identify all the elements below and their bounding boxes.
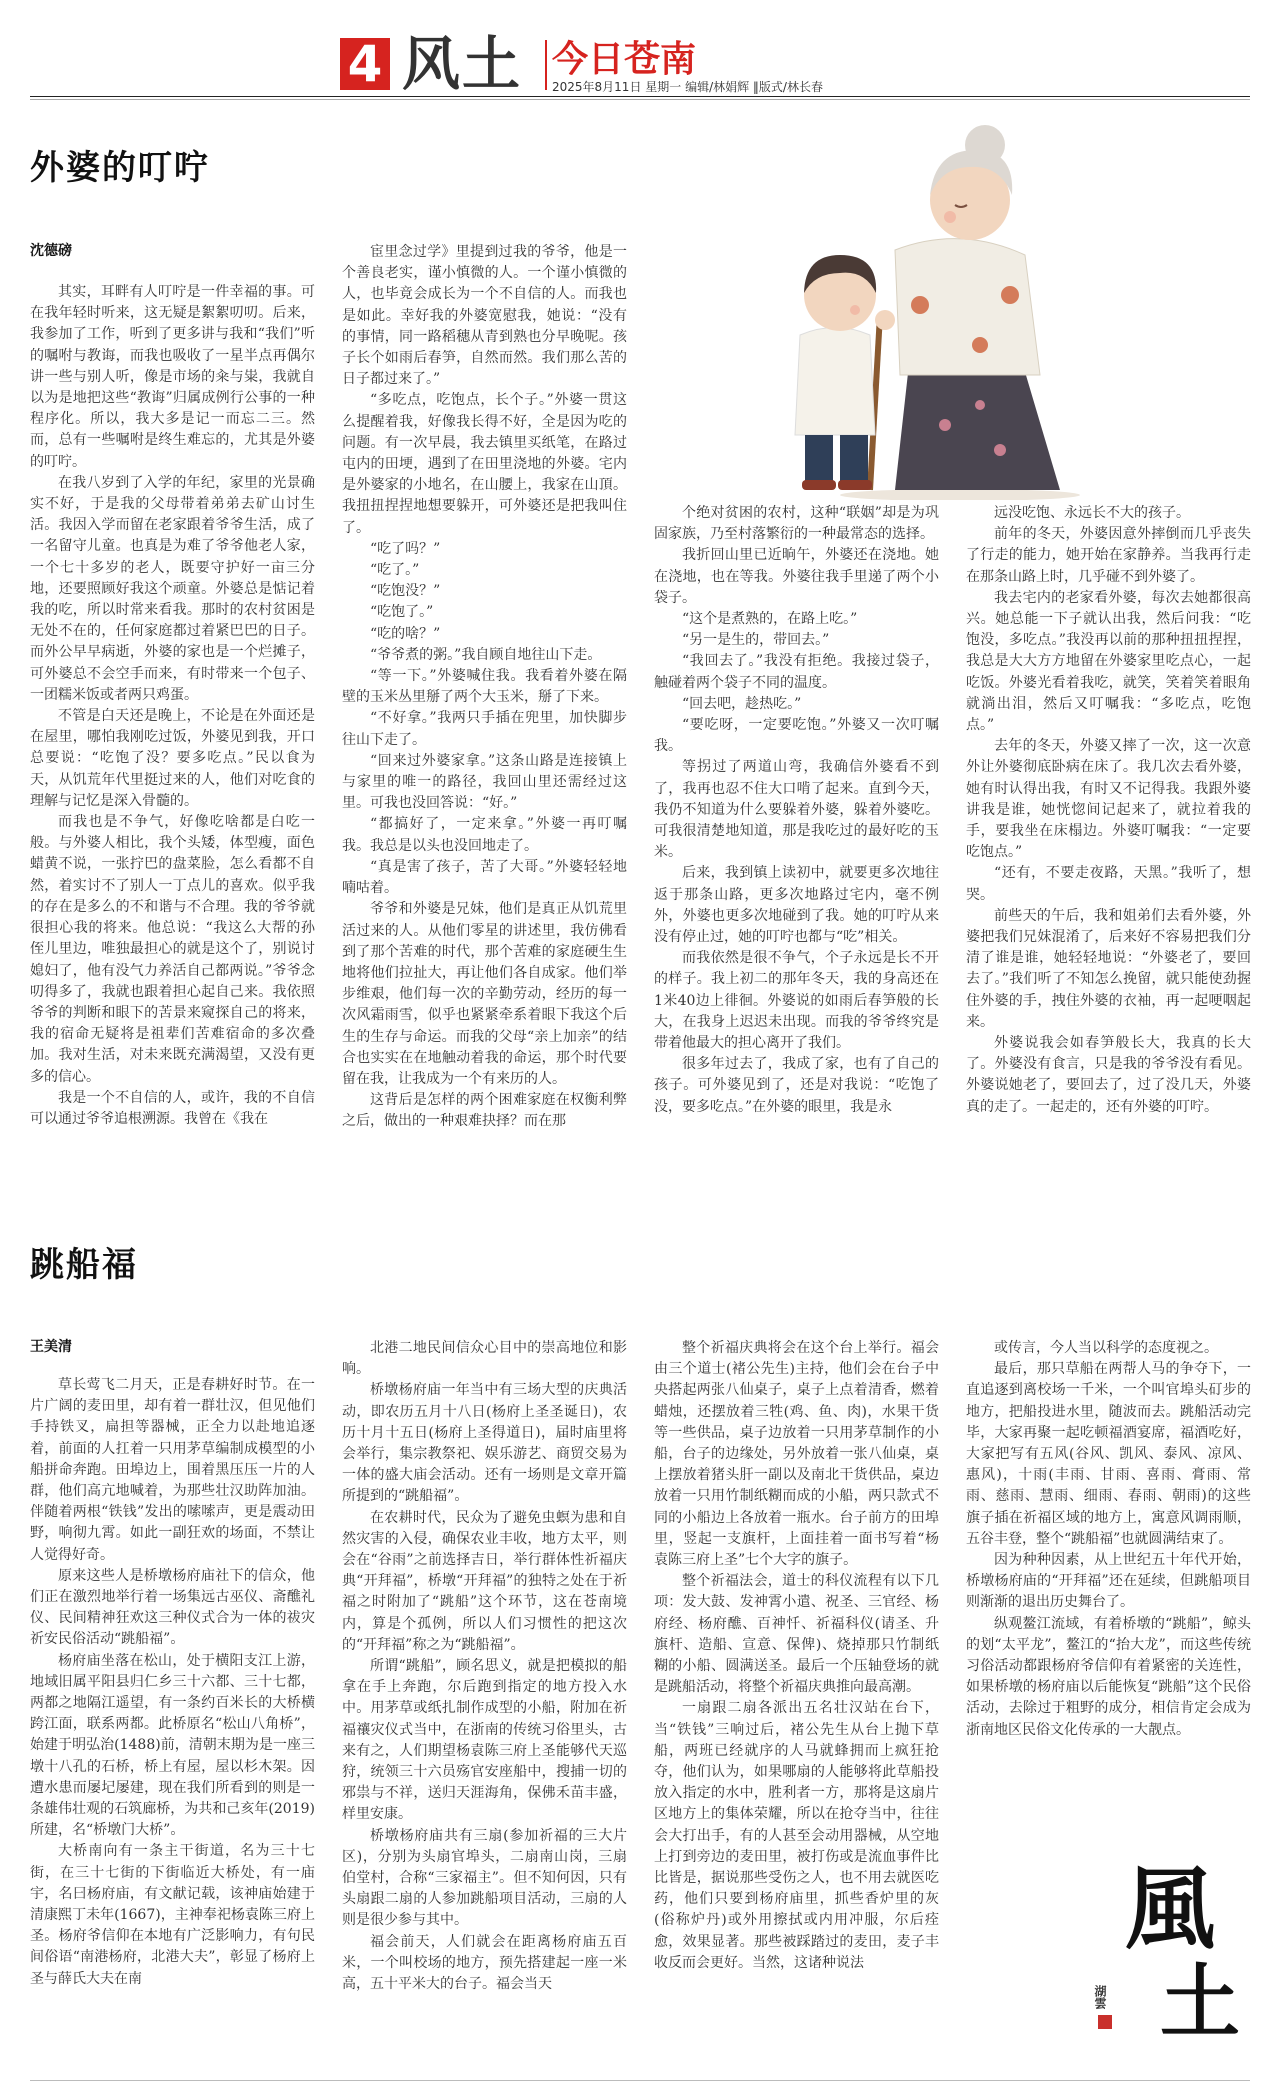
paragraph: 去年的冬天，外婆又摔了一次，这一次意外让外婆彻底卧病在床了。我几次去看外婆，她有时认得出我，有时又不记得我。我跟外婆讲我是谁，她恍惚间记起来了，就拉着我的手，要我坐在床榻边。外婆叮嘱我：“一定要吃饱点。” bbox=[966, 738, 1251, 861]
paragraph: “回去吧，趁热吃。” bbox=[682, 695, 802, 712]
article1-column-2 bbox=[342, 242, 627, 1190]
calligraphy-char-1: 風 bbox=[1125, 1856, 1215, 1962]
article2-column-3 bbox=[654, 1338, 939, 2076]
paragraph: “这个是煮熟的，在路上吃。” bbox=[682, 611, 858, 628]
paragraph: 最后，那只草船在两帮人马的争夺下，一直追逐到离校场一千米，一个叫官埠头矴步的地方，把船投进水里，随波而去。跳船活动完毕，大家再聚一起吃顿福酒宴席，福酒吃好，大家把写有五风(谷风、凯风、泰风、凉风、惠风)，十雨(丰雨、甘雨、喜雨、膏雨、常雨、慈雨、慧雨、细雨、春雨、朝雨)的这些旗子插在祈福区域的地方上，寓意风调雨顺，五谷丰登，整个“跳船福”也就圆满结束了。 bbox=[966, 1361, 1251, 1547]
paragraph: “爷爷煮的粥。”我自顾自地往山下走。 bbox=[370, 646, 602, 663]
paragraph: 我去宅内的老家看外婆，每次去她都很高兴。她总能一下子就认出我，然后问我：“吃饱没，多吃点。”我没再以前的那种扭扭捏捏，我总是大大方方地留在外婆家里吃点心，一起吃饭。外婆光看着我吃，就笑，笑着笑着眼角就淌出泪，然后又叮嘱我：“多吃点，吃饱点。” bbox=[966, 589, 1251, 734]
paragraph: 前年的冬天，外婆因意外摔倒而几乎丧失了行走的能力，她开始在家静养。当我再行走在那条山路上时，几乎碰不到外婆了。 bbox=[966, 526, 1251, 585]
paragraph: “吃饱没？” bbox=[370, 583, 441, 600]
article2-title: 跳船福 bbox=[30, 1245, 138, 1285]
paragraph: “我回去了。”我没有拒绝。我接过袋子，触碰着两个袋子不同的温度。 bbox=[654, 653, 939, 691]
paragraph: 其实，耳畔有人叮咛是一件幸福的事。可在我年轻时听来，这无疑是絮絮叨叨。后来，我参加了工作，听到了更多讲与我和“我们”听的嘱咐与教诲，而我也吸收了一星半点再偶尔讲一些与别人听，像是市场的籴与粜，我就自以为是地把这些“教诲”归属成例行公事的一种程序化。所以，我大多是记一而忘二三。然而，总有一些嘱咐是终生难忘的，尤其是外婆的叮咛。 bbox=[30, 284, 315, 470]
article1-column-3 bbox=[654, 503, 939, 1191]
paragraph: 大桥南向有一条主干街道，名为三十七街，在三十七街的下街临近大桥处，有一庙宇，名曰杨府庙，有文献记载，该神庙始建于清康熙丁未年(1667)，主神奉祀杨袁陈三府上圣。杨府爷信仰在本地有广泛影响力，有句民间俗语“南港杨府，北港大夫”，彰显了杨府上圣与薛氏大夫在南 bbox=[30, 1843, 315, 1987]
paragraph: 爷爷和外婆是兄妹，他们是真正从饥荒里活过来的人。从他们零星的讲述里，我仿佛看到了那个苦难的时代，那个苦难的家庭硬生生地将他们拉扯大，再让他们各自成家。他们举步维艰，他们每一次的辛勤劳动，经历的每一次风霜雨雪，似乎也紧紧牵系着眼下我这个后生的生存与命运。而我的父母“亲上加亲”的结合也实实在在地触动着我的命运，那个时代要留在我，让我成为一个有来历的人。 bbox=[342, 901, 627, 1087]
paragraph: 我折回山里已近晌午，外婆还在浇地。她在浇地，也在等我。外婆往我手里递了两个小袋子。 bbox=[654, 547, 939, 606]
masthead-rule-thin bbox=[30, 99, 1250, 100]
section-subtitle: 今日苍南 bbox=[552, 39, 697, 80]
paragraph: 所谓“跳船”，顾名思义，就是把模拟的船拿在手上奔跑，尔后跑到指定的地方投入水中。用茅草或纸扎制作成型的小船，附加在祈福禳灾仪式当中，在浙南的传统习俗里头，古来有之，人们期望杨袁陈三府上圣能够代天巡狩，统领三十六员殇官安座船中，搜捕一切的邪祟与不祥，送归天涯海角，保佛禾苗丰盛，样里安康。 bbox=[342, 1658, 627, 1823]
article1-column-4 bbox=[966, 503, 1251, 1191]
article2-column-4 bbox=[966, 1338, 1251, 1848]
paragraph: “要吃呀，一定要吃饱。”外婆又一次叮嘱我。 bbox=[654, 717, 939, 755]
paragraph: “另一是生的，带回去。” bbox=[682, 632, 830, 649]
paragraph: 我是一个不自信的人，或许，我的不自信可以通过爷爷追根溯源。我曾在《我在 bbox=[30, 1089, 315, 1127]
paragraph: 福会前天，人们就会在距离杨府庙五百米，一个叫校场的地方，预先搭建起一座一米高，五十平米大的台子。福会当天 bbox=[342, 1933, 627, 1993]
article2-column-1 bbox=[30, 1375, 315, 2075]
seal-stamp bbox=[1098, 2015, 1112, 2029]
masthead-rule bbox=[30, 96, 1250, 97]
paragraph: “都搞好了，一定来拿。”外婆一再叮嘱我。我总是以头也没回地走了。 bbox=[342, 816, 627, 854]
paragraph: 纵观鳌江流域，有着桥墩的“跳船”，鲸头的划“太平龙”，鳌江的“抬大龙”，而这些传统习俗活动都跟杨府爷信仰有着紧密的关连性，如果桥墩的杨府庙以后能恢复“跳船”这个民俗活动，去除过于粗野的成分，相信肯定会成为浙南地区民俗文化传承的一大靓点。 bbox=[966, 1615, 1251, 1738]
grandmother-child-illustration bbox=[680, 105, 1280, 500]
paragraph: “吃了吗？” bbox=[370, 540, 441, 557]
paragraph: 一扇跟二扇各派出五名壮汉站在台下，当“铁钱”三响过后，褚公先生从台上抛下草船，两班已经就序的人马就蜂拥而上疯狂抢夺，他们认为，如果哪扇的人能够将此草船投放入指定的水中，胜利者一方，那将是这扇片区地方上的集体荣耀，所以在抢夺当中，往往会大打出手，有的人甚至会动用器械，从空地上打到旁边的麦田里，被打伤或是流血事件比比皆是，据说那些受伤之人，也不用去就医吃药，他们只要到杨府庙里，抓些香炉里的灰(俗称炉丹)或外用擦拭或内用冲服，尔后痊愈，效果显著。那些被踩踏过的麦田，麦子丰收反而会更好。当然，这诸种说法 bbox=[654, 1700, 939, 1971]
paragraph: “还有，不要走夜路，天黑。”我听了，想哭。 bbox=[966, 865, 1251, 903]
paragraph: 杨府庙坐落在松山，处于横阳支江上游，地域旧属平阳县归仁乡三十六都、三十七都，两都之地隔江遥望，有一条约百米长的大桥横跨江面，联系两都。此桥原名“松山八角桥”，始建于明弘治(1488)前，清朝末期为是一座三墩十八孔的石桥，桥上有屋，屋以杉木架。因遭水患而屡圮屡建，现在我们所看到的则是一条雄伟壮观的石筑廊桥，为共和己亥年(2019)所建，名“桥墩门大桥”。 bbox=[30, 1652, 315, 1839]
paragraph: 在农耕时代，民众为了避免虫螟为患和自然灾害的入侵，确保农业丰收，地方太平，则会在“谷雨”之前选择吉日，举行群体性祈福庆典“开拜福”，桥墩“开拜福”的独特之处在于祈福之时附加了“跳船”这个环节，这在苍南境内，算是个孤例，所以人们习惯性的把这次的“开拜福”称之为“跳船福”。 bbox=[342, 1509, 627, 1653]
paragraph: 不管是白天还是晚上，不论是在外面还是在屋里，哪怕我刚吃过饭，外婆见到我，开口总要说：“吃饱了没？要多吃点。”民以食为天，从饥荒年代里挺过来的人，他们对吃食的理解与记忆是深入骨髓的。 bbox=[30, 708, 315, 809]
bottom-rule bbox=[30, 2080, 1250, 2081]
paragraph: 或传言，今人当以科学的态度视之。 bbox=[994, 1340, 1218, 1356]
paragraph: 因为种种因素，从上世纪五十年代开始，桥墩杨府庙的“开拜福”还在延续，但跳船项目则渐渐的退出历史舞台了。 bbox=[966, 1552, 1251, 1611]
section-title: 风土 bbox=[402, 30, 523, 98]
article1-author: 沈德磅 bbox=[30, 243, 72, 259]
paragraph: 桥墩杨府庙一年当中有三场大型的庆典活动，即农历五月十八日(杨府上圣圣诞日)，农历十月十五日(杨府上圣得道日)，届时庙里将会举行，集宗教祭祀、娱乐游艺、商贸交易为一体的盛大庙会活动。还有一场则是文章开篇所提到的“跳船福”。 bbox=[342, 1382, 627, 1505]
article2-column-2 bbox=[342, 1338, 627, 2076]
page-number: 4 bbox=[340, 38, 390, 90]
paragraph: “吃饱了。” bbox=[370, 604, 434, 621]
paragraph: 这背后是怎样的两个困难家庭在权衡利弊之后，做出的一种艰难抉择？而在那 bbox=[342, 1092, 627, 1130]
masthead bbox=[340, 30, 1240, 98]
paragraph: 宦里念过学》里提到过我的爷爷，他是一个善良老实，谨小慎微的人。一个谨小慎微的人，也毕竟会成长为一个不自信的人。而我也是如此。幸好我的外婆宽慰我，她说：“没有的事情，同一路稻穗从青到熟也分早晚呢。孩子长个如雨后春笋，自然而然。我们那么苦的日子都过来了。” bbox=[342, 244, 627, 388]
calligraphy-signature: 湖雲 bbox=[1093, 1985, 1107, 2009]
paragraph: 前些天的午后，我和姐弟们去看外婆，外婆把我们兄妹混淆了，后来好不容易把我们分清了谁是谁，她轻轻地说：“外婆老了，要回去了。”我们听了不知怎么挽留，就只能使劲握住外婆的手，拽住外婆的衣袖，再一起哽咽起来。 bbox=[966, 907, 1251, 1030]
paragraph: “回来过外婆家拿。”这条山路是连接镇上与家里的唯一的路径，我回山里还需经过这里。可我也没回答说：“好。” bbox=[342, 752, 627, 812]
paragraph: 而我依然是很不争气，个子永远是长不开的样子。我上初二的那年冬天，我的身高还在1米40边上徘徊。外婆说的如雨后春笋般的长大，在我身上迟迟未出现。而我的爷爷终究是带着他最大的担心离开了我们。 bbox=[654, 950, 939, 1052]
paragraph: 在我八岁到了入学的年纪，家里的光景确实不好，于是我的父母带着弟弟去矿山讨生活。我因入学而留在老家跟着爷爷生活，成了一名留守儿童。也真是为难了爷爷他老人家，一个七十多岁的老人，既要守护好一亩三分地，还要照顾好我这个顽童。外婆总是惦记着我的吃，所以时常来看我。那时的农村贫困是无处不在的，任何家庭都过着紧巴巴的日子。而外公早早病逝，外婆的家也是一个烂摊子，可外婆总不会空手而来，有时带来一个包子、一团糯米饭或者两只鸡蛋。 bbox=[30, 474, 315, 703]
paragraph: 个绝对贫困的农村，这种“联姻”却是为巩固家族，乃至村落繁衍的一种最常态的选择。 bbox=[654, 505, 939, 543]
paragraph: 整个祈福庆典将会在这个台上举行。福会由三个道士(褚公先生)主持，他们会在台子中央搭起两张八仙桌子，桌子上点着清香，燃着蜡烛，还摆放着三牲(鸡、鱼、肉)，水果干货等一些供品，桌子边放着一只用茅草制作的小船，台子的边缘处，另外放着一张八仙桌，桌上摆放着猪头肝一副以及南北干货供品，桌边放着一只用竹制纸糊而成的小船，两只款式不同的小船边上各放着一瓶水。台子前方的田埠里，竖起一支旗杆，上面挂着一面书写着“杨袁陈三府上圣”七个大字的旗子。 bbox=[654, 1340, 939, 1569]
paragraph: “吃的啥？” bbox=[370, 625, 441, 642]
paragraph: “等一下。”外婆喊住我。我看着外婆在隔壁的玉米丛里掰了两个大玉米，掰了下来。 bbox=[342, 668, 627, 706]
article2-author: 王美清 bbox=[30, 1339, 72, 1355]
paragraph: 北港二地民间信众心目中的崇高地位和影响。 bbox=[342, 1340, 627, 1378]
calligraphy-char-2: 土 bbox=[1160, 1955, 1240, 2045]
paragraph: 而我也是不争气，好像吃啥都是白吃一般。与外婆人相比，我个头矮，体型瘦，面色蜡黄不说，一张拧巴的盘菜脸，怎么看都不自然，着实讨不了别人一丁点儿的喜欢。似乎我的存在是多么的不和谐与不合理。我的爷爷就很担心我的将来。他总说：“我这么大帮的孙侄儿里边，唯独最担心的就是这个了，别说讨媳妇了，他有没气力养活自己都两说。”爷爷念叨得多了，我就也跟着担心起自己来。我依照爷爷的判断和眼下的苦景来窥探自己的将来，我的宿命无疑将是祖辈们苦难宿命的多次叠加。我对生活，对未来既充满渴望，又没有更多的信心。 bbox=[30, 814, 315, 1085]
paragraph: 外婆说我会如春笋般长大，我真的长大了。外婆没有食言，只是我的爷爷没有看见。外婆说她老了，要回去了，过了没几天，外婆真的走了。一起走的，还有外婆的叮咛。 bbox=[966, 1035, 1251, 1115]
article1-column-1 bbox=[30, 282, 315, 1192]
paragraph: “多吃点，吃饱点，长个子。”外婆一贯这么提醒着我，好像我长得不好，全是因为吃的问题。有一次早晨，我去镇里买纸笔，在路过屯内的田埂，遇到了在田里浇地的外婆。宅内是外婆家的小地名，在山腰上，我家在山頂。我扭扭捏捏地想要躲开，可外婆还是把我叫住了。 bbox=[342, 392, 627, 536]
article1-title: 外婆的叮咛 bbox=[30, 148, 210, 188]
paragraph: “吃了。” bbox=[370, 562, 420, 579]
date-editor-line: 2025年8月11日 星期一 编辑/林娟辉 ‖版式/林长春 bbox=[552, 80, 823, 94]
paragraph: 很多年过去了，我成了家，也有了自己的孩子。可外婆见到了，还是对我说：“吃饱了没，要多吃点。”在外婆的眼里，我是永 bbox=[654, 1056, 939, 1115]
paragraph: 原来这些人是桥墩杨府庙社下的信众，他们正在激烈地举行着一场集远古巫仪、斋醮礼仪、民间精神狂欢这三种仪式合为一体的祓灾祈安民俗活动“跳船福”。 bbox=[30, 1567, 315, 1648]
masthead-divider bbox=[545, 40, 547, 90]
calligraphy-artwork bbox=[1090, 1855, 1250, 2045]
paragraph: 整个祈福法会，道士的科仪流程有以下几项：发大鼓、发神霄小遣、祝圣、三官经、杨府经、杨府醮、百神忏、祈福科仪(请圣、升旗杆、造船、宣意、保俾)、烧掉那只竹制纸糊的小船、圆满送圣。最后一个压轴登场的就是跳船活动，将整个祈福庆典推向最高潮。 bbox=[654, 1573, 939, 1696]
paragraph: “真是害了孩子，苦了大哥。”外婆轻轻地喃咕着。 bbox=[342, 858, 627, 897]
paragraph: “不好拿。”我两只手插在兜里，加快脚步往山下走了。 bbox=[342, 710, 627, 748]
paragraph: 等拐过了两道山弯，我确信外婆看不到了，我再也忍不住大口啃了起来。直到今天，我仍不知道为什么要躲着外婆，躲着外婆吃。可我很清楚地知道，那是我吃过的最好吃的玉米。 bbox=[654, 759, 939, 861]
paragraph: 后来，我到镇上读初中，就要更多次地往返于那条山路，更多次地路过宅内，毫不例外，外婆也更多次地碰到了我。她的叮咛从来没有停止过，她的叮咛也都与“吃”相关。 bbox=[654, 865, 939, 946]
paragraph: 桥墩杨府庙共有三扇(参加祈福的三大片区)，分别为头扇官埠头，二扇南山岗，三扇伯堂村，合称“三家福主”。但不知何因，只有头扇跟二扇的人参加跳船项目活动，三扇的人则是很少参与其中。 bbox=[342, 1827, 627, 1929]
paragraph: 草长莺飞二月天，正是春耕好时节。在一片广阔的麦田里，却有着一群壮汉，但见他们手持铁叉，扁担等器械，正全力以赴地追逐着，前面的人扛着一只用茅草编制成模型的小船拼命奔跑。田埠边上，围着黑压压一片的人群，他们高亢地喊着，为那些壮汉助阵加油。伴随着两根“铁钱”发出的嗦嗦声，更是震动田野，响彻九霄。如此一副狂欢的场面，不禁让人觉得好奇。 bbox=[30, 1377, 315, 1563]
paragraph: 远没吃饱、永远长不大的孩子。 bbox=[994, 505, 1190, 521]
